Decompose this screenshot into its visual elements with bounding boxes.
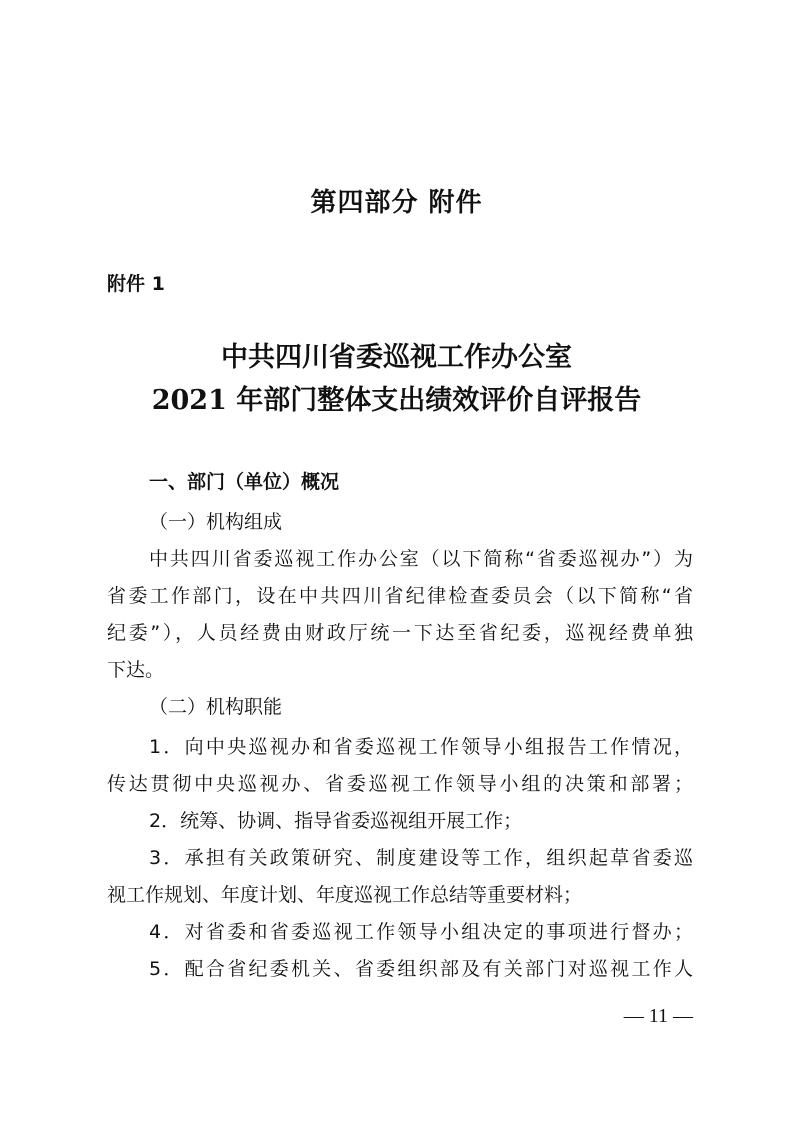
part-title: 第四部分 附件 bbox=[310, 188, 483, 218]
list-item-line: 视工作规划、年度计划、年度巡视工作总结等重要材料； bbox=[107, 884, 583, 906]
list-item-line: 5．配合省纪委机关、省委组织部及有关部门对巡视工作人 bbox=[149, 958, 693, 980]
paragraph-line: 省委工作部门，设在中共四川省纪律检查委员会（以下简称“省 bbox=[107, 585, 693, 607]
list-item-line: 3．承担有关政策研究、制度建设等工作，组织起草省委巡 bbox=[149, 847, 693, 869]
paragraph-line: 中共四川省委巡视工作办公室（以下简称“省委巡视办”）为 bbox=[149, 548, 693, 570]
subsection-heading-functions: （二）机构职能 bbox=[149, 696, 283, 718]
report-title-line-2: 2021 年部门整体支出绩效评价自评报告 bbox=[151, 385, 642, 416]
section-heading: 一、部门（单位）概况 bbox=[149, 471, 340, 493]
page-number: — 11 — bbox=[623, 1005, 693, 1027]
paragraph-line: 纪委”），人员经费由财政厅统一下达至省纪委，巡视经费单独 bbox=[107, 622, 693, 644]
list-item-line: 2．统筹、协调、指导省委巡视组开展工作； bbox=[149, 810, 523, 832]
attachment-label: 附件 1 bbox=[107, 273, 165, 295]
list-item-line: 传达贯彻中央巡视办、省委巡视工作领导小组的决策和部署； bbox=[107, 773, 693, 795]
paragraph-line: 下达。 bbox=[107, 659, 165, 681]
subsection-heading-org-structure: （一）机构组成 bbox=[149, 511, 283, 533]
list-item-line: 1．向中央巡视办和省委巡视工作领导小组报告工作情况， bbox=[149, 736, 693, 758]
report-title-line-1: 中共四川省委巡视工作办公室 bbox=[221, 342, 572, 373]
list-item-line: 4．对省委和省委巡视工作领导小组决定的事项进行督办； bbox=[149, 921, 693, 943]
